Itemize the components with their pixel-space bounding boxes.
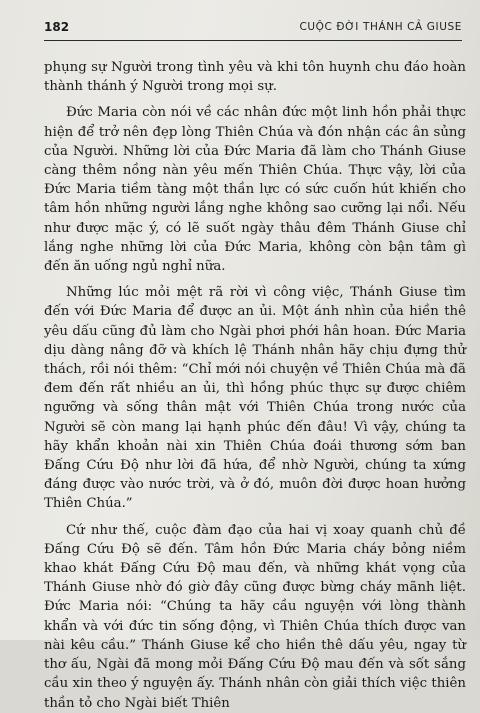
paragraph: Đức Maria còn nói về các nhân đức một linh hồn phải thực hiện để trở nên đẹp lòng Thiên Chúa và đón nhận các ân sủng của Người. Những lời của Đức Maria đã làm cho Thánh Giuse càng thêm nồng nàn yêu mến Thiên Chúa. Thực vậy, lời của Đức Maria tiềm tàng một thần lực có sức cuốn hút khiến cho tâm hồn những người lắng nghe không sao cưỡng lại nổi. Nếu như được mặc ý, có lẽ suốt ngày thâu đêm Thánh Giuse chỉ lắng nghe những lời của Đức Maria, không còn bận tâm gì đến ăn uống ngủ nghỉ nữa.: [44, 105, 466, 275]
paragraph: phụng sự Người trong tình yêu và khi tôn huynh chu đáo hoàn thành thánh ý Người trong mọi sự.: [44, 60, 466, 95]
paragraph: Cứ như thế, cuộc đàm đạo của hai vị xoay quanh chủ đề Đấng Cứu Độ sẽ đến. Tâm hồn Đức Maria cháy bỏng niềm khao khát Đấng Cứu Độ mau đến, và những khát vọng của Thánh Giuse nhờ đó giờ đây cũng được bừng cháy mãnh liệt. Đức Maria nói: “Chúng ta hãy cầu nguyện với lòng thành khẩn và với đức tin sống động, vì Thiên Chúa thích được van nài kêu cầu.” Thánh Giuse kể cho hiền thê dấu yêu, ngay từ thơ ấu, Ngài đã mong mỏi Đấng Cứu Độ mau đến và sốt sắng cầu xin theo ý nguyện ấy. Thánh nhân còn giải thích việc thiên thần tỏ cho Ngài biết Thiên: [44, 522, 466, 711]
running-title: CUỘC ĐỜI THÁNH CẢ GIUSE: [299, 21, 462, 33]
page-header: [44, 14, 462, 41]
body-text: [44, 58, 466, 713]
page-number: 182: [44, 20, 70, 34]
paragraph: Những lúc mỏi mệt rã rời vì công việc, Thánh Giuse tìm đến với Đức Maria để được an ủi. Một ánh nhìn của hiền thê yêu dấu cũng đủ làm cho Ngài phơi phới hân hoan. Đức Maria dịu dàng nâng đỡ và khích lệ Thánh nhân hãy chịu đựng thử thách, rồi nói thêm: “Chỉ mới nói chuyện về Thiên Chúa mà đã đem đến rất nhiều an ủi, thì hồng phúc thực sự được chiêm ngưỡng và sống thân mật với Thiên Chúa trong nước của Người sẽ còn mang lại hạnh phúc đến đâu! Vì vậy, chúng ta hãy khẩn khoản nài xin Thiên Chúa đoái thương sớm ban Đấng Cứu Độ như lời đã hứa, để nhờ Người, chúng ta xứng đáng được vào nước trời, và ở đó, muôn đời được hoan hưởng Thiên Chúa.”: [44, 285, 466, 512]
